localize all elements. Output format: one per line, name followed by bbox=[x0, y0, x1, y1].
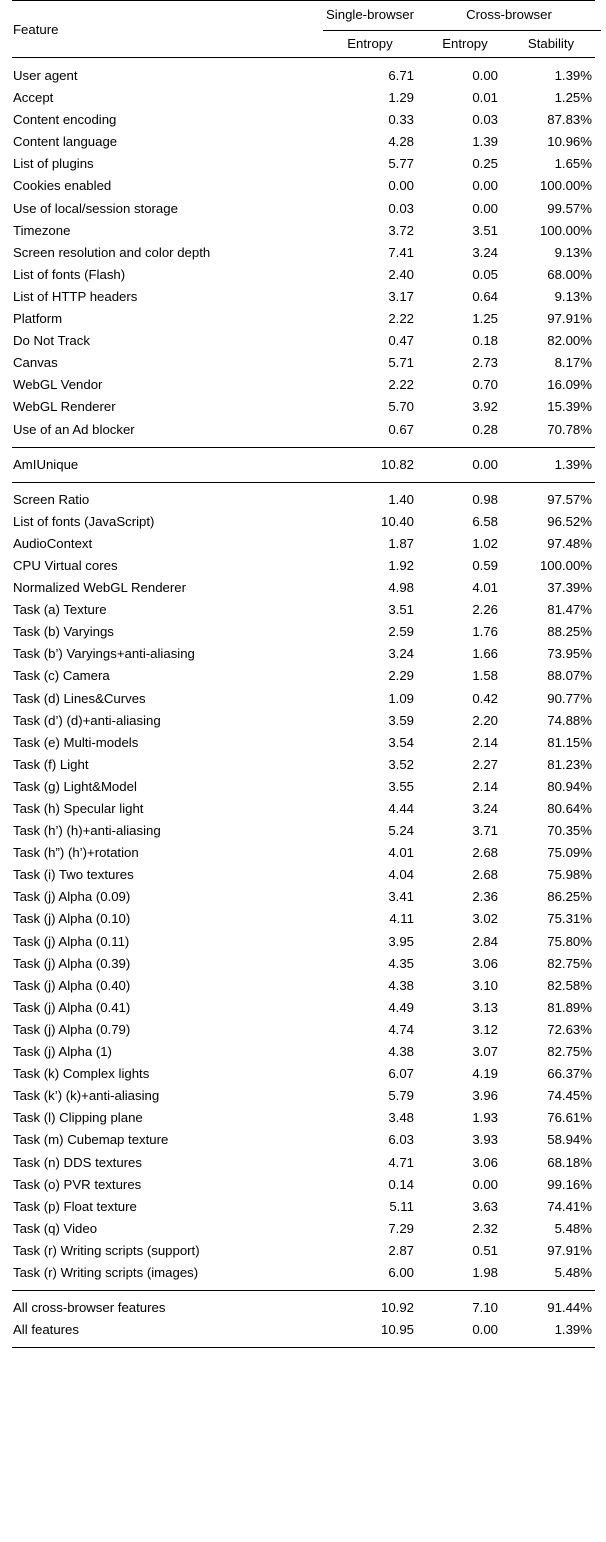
row-cross-browser-entropy: 6.58 bbox=[472, 513, 498, 529]
row-cross-browser-entropy: 3.12 bbox=[472, 1021, 498, 1037]
row-single-browser-entropy: 10.95 bbox=[380, 1322, 414, 1338]
table-row bbox=[12, 1196, 595, 1218]
table-row bbox=[12, 308, 595, 330]
row-cross-browser-stability: 1.39% bbox=[554, 456, 592, 472]
row-single-browser-entropy: 4.98 bbox=[388, 580, 414, 596]
row-feature-label: Screen Ratio bbox=[13, 491, 90, 507]
table-row bbox=[12, 131, 595, 153]
row-cross-browser-entropy: 3.24 bbox=[472, 244, 498, 260]
table-row bbox=[12, 798, 595, 820]
row-feature-label: Use of local/session storage bbox=[13, 200, 178, 216]
row-cross-browser-stability: 70.78% bbox=[547, 421, 592, 437]
row-feature-label: Canvas bbox=[13, 355, 58, 371]
row-cross-browser-stability: 100.00% bbox=[539, 557, 592, 573]
row-feature-label: Task (g) Light&Model bbox=[13, 778, 137, 794]
table-row bbox=[12, 1063, 595, 1085]
row-single-browser-entropy: 2.22 bbox=[388, 311, 414, 327]
row-cross-browser-entropy: 2.14 bbox=[472, 778, 498, 794]
table-row bbox=[12, 1218, 595, 1240]
row-single-browser-entropy: 4.49 bbox=[388, 999, 414, 1015]
row-single-browser-entropy: 0.47 bbox=[388, 333, 414, 349]
row-cross-browser-entropy: 0.42 bbox=[472, 690, 498, 706]
row-cross-browser-entropy: 0.28 bbox=[472, 421, 498, 437]
table-row bbox=[12, 1262, 595, 1284]
row-cross-browser-entropy: 0.18 bbox=[472, 333, 498, 349]
row-feature-label: Task (r) Writing scripts (support) bbox=[13, 1242, 200, 1258]
row-feature-label: Task (h) Specular light bbox=[13, 801, 144, 816]
row-feature-label: Task (k’) (k)+anti-aliasing bbox=[13, 1088, 160, 1104]
row-feature-label: CPU Virtual cores bbox=[13, 557, 118, 573]
row-feature-label: Task (e) Multi-models bbox=[13, 734, 139, 750]
row-cross-browser-stability: 58.94% bbox=[547, 1132, 592, 1148]
row-feature-label: AmIUnique bbox=[13, 456, 79, 472]
table-row bbox=[12, 732, 595, 754]
row-cross-browser-entropy: 0.03 bbox=[472, 112, 498, 128]
row-cross-browser-stability: 82.58% bbox=[547, 977, 592, 993]
row-single-browser-entropy: 0.03 bbox=[388, 200, 414, 216]
row-cross-browser-stability: 74.41% bbox=[547, 1198, 592, 1214]
row-cross-browser-entropy: 2.14 bbox=[472, 734, 498, 750]
row-cross-browser-stability: 81.47% bbox=[547, 602, 592, 618]
row-cross-browser-stability: 99.57% bbox=[547, 200, 592, 216]
table-row bbox=[12, 776, 595, 798]
row-cross-browser-stability: 97.48% bbox=[547, 535, 592, 551]
row-feature-label: Task (l) Clipping plane bbox=[13, 1110, 143, 1126]
row-single-browser-entropy: 6.00 bbox=[388, 1264, 414, 1280]
table-row bbox=[12, 374, 595, 396]
row-feature-label: Task (o) PVR textures bbox=[13, 1176, 142, 1192]
row-feature-label: Task (b’) Varyings+anti-aliasing bbox=[13, 646, 195, 662]
table-row bbox=[12, 908, 595, 930]
row-single-browser-entropy: 5.11 bbox=[389, 1198, 414, 1214]
row-cross-browser-entropy: 2.20 bbox=[472, 712, 498, 728]
row-single-browser-entropy: 2.40 bbox=[388, 266, 414, 282]
row-single-browser-entropy: 0.00 bbox=[388, 178, 414, 194]
row-cross-browser-entropy: 1.76 bbox=[472, 624, 498, 640]
row-single-browser-entropy: 3.54 bbox=[388, 734, 414, 750]
row-cross-browser-stability: 66.37% bbox=[547, 1066, 592, 1082]
row-cross-browser-entropy: 1.39 bbox=[472, 134, 498, 150]
row-single-browser-entropy: 2.59 bbox=[388, 624, 414, 640]
row-feature-label: Task (b) Varyings bbox=[13, 624, 114, 640]
row-feature-label: Task (j) Alpha (0.41) bbox=[13, 999, 131, 1015]
row-cross-browser-stability: 80.64% bbox=[547, 801, 592, 816]
table-bottom-rule bbox=[12, 1348, 595, 1349]
row-cross-browser-stability: 88.25% bbox=[547, 624, 592, 640]
table-row bbox=[12, 1174, 595, 1196]
row-single-browser-entropy: 1.29 bbox=[388, 90, 414, 106]
row-single-browser-entropy: 1.87 bbox=[388, 535, 414, 551]
row-cross-browser-entropy: 0.00 bbox=[472, 456, 498, 472]
row-single-browser-entropy: 10.82 bbox=[380, 456, 414, 472]
row-single-browser-entropy: 1.40 bbox=[388, 491, 414, 507]
row-feature-label: Task (j) Alpha (0.39) bbox=[13, 955, 131, 971]
row-single-browser-entropy: 5.71 bbox=[388, 355, 414, 371]
row-single-browser-entropy: 1.92 bbox=[388, 557, 414, 573]
row-cross-browser-entropy: 4.01 bbox=[472, 580, 498, 596]
row-cross-browser-entropy: 0.25 bbox=[472, 156, 498, 172]
row-cross-browser-stability: 76.61% bbox=[547, 1110, 592, 1126]
row-single-browser-entropy: 3.95 bbox=[388, 933, 414, 949]
column-header-cross-browser-entropy: Entropy bbox=[442, 36, 488, 51]
row-cross-browser-entropy: 3.06 bbox=[472, 1154, 498, 1170]
row-feature-label: Task (f) Light bbox=[13, 756, 89, 772]
row-single-browser-entropy: 3.59 bbox=[388, 712, 414, 728]
row-feature-label: Platform bbox=[13, 311, 63, 327]
row-cross-browser-entropy: 0.01 bbox=[472, 90, 498, 106]
row-cross-browser-entropy: 1.25 bbox=[472, 311, 498, 327]
row-cross-browser-stability: 1.25% bbox=[554, 90, 592, 106]
row-feature-label: Task (p) Float texture bbox=[13, 1198, 137, 1214]
row-cross-browser-entropy: 7.10 bbox=[472, 1300, 498, 1316]
row-cross-browser-entropy: 3.63 bbox=[472, 1198, 498, 1214]
row-cross-browser-entropy: 0.00 bbox=[472, 1176, 498, 1192]
table-row bbox=[12, 511, 595, 533]
row-cross-browser-stability: 97.57% bbox=[547, 491, 592, 507]
row-feature-label: Task (j) Alpha (0.40) bbox=[13, 977, 131, 993]
row-single-browser-entropy: 7.41 bbox=[388, 244, 414, 260]
row-cross-browser-entropy: 0.70 bbox=[472, 377, 498, 393]
row-cross-browser-entropy: 3.07 bbox=[472, 1044, 498, 1060]
row-cross-browser-entropy: 3.93 bbox=[472, 1132, 498, 1148]
row-cross-browser-entropy: 3.24 bbox=[472, 801, 498, 816]
row-feature-label: Task (k) Complex lights bbox=[13, 1066, 150, 1082]
row-single-browser-entropy: 5.24 bbox=[388, 823, 414, 839]
row-cross-browser-stability: 90.77% bbox=[547, 690, 592, 706]
row-cross-browser-stability: 75.31% bbox=[547, 911, 592, 927]
row-single-browser-entropy: 6.03 bbox=[388, 1132, 414, 1148]
row-cross-browser-stability: 16.09% bbox=[547, 377, 592, 393]
row-cross-browser-entropy: 0.98 bbox=[472, 491, 498, 507]
table-row bbox=[12, 264, 595, 286]
row-single-browser-entropy: 0.67 bbox=[388, 421, 414, 437]
row-cross-browser-stability: 82.75% bbox=[547, 955, 592, 971]
row-cross-browser-stability: 81.89% bbox=[547, 999, 592, 1015]
table-row bbox=[12, 997, 595, 1019]
table-row bbox=[12, 975, 595, 997]
row-cross-browser-entropy: 0.00 bbox=[472, 68, 498, 83]
row-feature-label: AudioContext bbox=[13, 535, 93, 551]
row-single-browser-entropy: 4.71 bbox=[388, 1154, 414, 1170]
row-single-browser-entropy: 6.07 bbox=[388, 1066, 414, 1082]
row-feature-label: List of fonts (JavaScript) bbox=[13, 513, 155, 529]
table-row bbox=[12, 153, 595, 175]
row-cross-browser-entropy: 2.68 bbox=[472, 845, 498, 861]
row-feature-label: Accept bbox=[13, 90, 54, 106]
table-row bbox=[12, 688, 595, 710]
table-row bbox=[12, 1240, 595, 1262]
row-cross-browser-entropy: 0.00 bbox=[472, 200, 498, 216]
row-single-browser-entropy: 2.29 bbox=[388, 668, 414, 684]
row-cross-browser-entropy: 2.26 bbox=[472, 602, 498, 618]
row-cross-browser-stability: 74.88% bbox=[547, 712, 592, 728]
table-row bbox=[12, 1129, 595, 1151]
row-feature-label: Task (d) Lines&Curves bbox=[13, 690, 146, 706]
row-feature-label: Timezone bbox=[13, 222, 71, 238]
row-cross-browser-entropy: 0.64 bbox=[472, 288, 498, 304]
table-row bbox=[12, 1041, 595, 1063]
table-row bbox=[12, 1319, 595, 1341]
row-cross-browser-stability: 9.13% bbox=[554, 244, 592, 260]
row-feature-label: Task (r) Writing scripts (images) bbox=[13, 1264, 199, 1280]
row-feature-label: Normalized WebGL Renderer bbox=[13, 580, 186, 596]
row-feature-label: Task (h”) (h’)+rotation bbox=[13, 845, 139, 861]
row-cross-browser-stability: 75.09% bbox=[547, 845, 592, 861]
row-single-browser-entropy: 3.52 bbox=[388, 756, 414, 772]
table-row bbox=[12, 454, 595, 476]
table-row bbox=[12, 710, 595, 732]
row-single-browser-entropy: 5.79 bbox=[388, 1088, 414, 1104]
row-feature-label: WebGL Renderer bbox=[13, 399, 116, 415]
row-cross-browser-stability: 81.15% bbox=[547, 734, 592, 750]
row-cross-browser-stability: 68.00% bbox=[547, 266, 592, 282]
row-single-browser-entropy: 4.38 bbox=[388, 977, 414, 993]
row-single-browser-entropy: 3.55 bbox=[388, 778, 414, 794]
row-cross-browser-stability: 81.23% bbox=[547, 756, 592, 772]
row-single-browser-entropy: 6.71 bbox=[388, 68, 414, 83]
row-feature-label: List of plugins bbox=[13, 156, 94, 172]
row-cross-browser-stability: 99.16% bbox=[547, 1176, 592, 1192]
row-cross-browser-entropy: 4.19 bbox=[472, 1066, 498, 1082]
table-row bbox=[12, 820, 595, 842]
row-feature-label: Task (j) Alpha (0.11) bbox=[13, 933, 130, 949]
row-feature-label: All cross-browser features bbox=[13, 1300, 166, 1316]
row-single-browser-entropy: 4.04 bbox=[388, 867, 414, 883]
row-cross-browser-entropy: 0.00 bbox=[472, 1322, 498, 1338]
row-cross-browser-stability: 74.45% bbox=[547, 1088, 592, 1104]
row-cross-browser-entropy: 0.00 bbox=[472, 178, 498, 194]
row-feature-label: Task (j) Alpha (0.10) bbox=[13, 911, 131, 927]
table-row bbox=[12, 330, 595, 352]
row-feature-label: WebGL Vendor bbox=[13, 377, 103, 393]
row-cross-browser-stability: 82.75% bbox=[547, 1044, 592, 1060]
row-single-browser-entropy: 3.72 bbox=[388, 222, 414, 238]
row-cross-browser-stability: 15.39% bbox=[547, 399, 592, 415]
row-feature-label: List of fonts (Flash) bbox=[13, 266, 126, 282]
row-cross-browser-stability: 73.95% bbox=[547, 646, 592, 662]
row-single-browser-entropy: 4.38 bbox=[388, 1044, 414, 1060]
row-cross-browser-stability: 75.80% bbox=[547, 933, 592, 949]
table-row bbox=[12, 533, 595, 555]
table-row bbox=[12, 175, 595, 197]
column-group-header-cross-browser: Cross-browser bbox=[466, 7, 552, 22]
row-cross-browser-entropy: 1.98 bbox=[472, 1264, 498, 1280]
row-feature-label: User agent bbox=[13, 68, 78, 83]
row-single-browser-entropy: 4.74 bbox=[388, 1021, 414, 1037]
row-cross-browser-entropy: 1.58 bbox=[472, 668, 498, 684]
row-feature-label: List of HTTP headers bbox=[13, 288, 138, 304]
table-row bbox=[12, 577, 595, 599]
table-row bbox=[12, 65, 595, 87]
row-cross-browser-stability: 86.25% bbox=[547, 889, 592, 905]
row-cross-browser-entropy: 3.02 bbox=[472, 911, 498, 927]
row-cross-browser-stability: 97.91% bbox=[547, 311, 592, 327]
row-feature-label: Task (j) Alpha (1) bbox=[13, 1044, 112, 1060]
row-cross-browser-stability: 75.98% bbox=[547, 867, 592, 883]
row-cross-browser-entropy: 3.13 bbox=[472, 999, 498, 1015]
rule-line bbox=[12, 1348, 595, 1349]
table-row bbox=[12, 242, 595, 264]
row-cross-browser-stability: 87.83% bbox=[547, 112, 592, 128]
row-cross-browser-entropy: 1.66 bbox=[472, 646, 498, 662]
table-row bbox=[12, 419, 595, 441]
column-header-single-browser-entropy: Entropy bbox=[347, 36, 393, 51]
table-row bbox=[12, 87, 595, 109]
row-single-browser-entropy: 3.24 bbox=[388, 646, 414, 662]
table-row bbox=[12, 489, 595, 511]
column-header-cross-browser-stability: Stability bbox=[527, 36, 575, 51]
block-spacer-single-browser-features bbox=[12, 58, 595, 65]
row-cross-browser-entropy: 1.02 bbox=[472, 535, 498, 551]
table-row bbox=[12, 953, 595, 975]
row-feature-label: Task (c) Camera bbox=[13, 668, 110, 684]
row-cross-browser-stability: 100.00% bbox=[539, 222, 592, 238]
table-row bbox=[12, 198, 595, 220]
row-cross-browser-entropy: 0.51 bbox=[472, 1242, 498, 1258]
row-single-browser-entropy: 7.29 bbox=[388, 1220, 414, 1236]
row-cross-browser-stability: 9.13% bbox=[554, 288, 592, 304]
row-feature-label: Do Not Track bbox=[13, 333, 90, 349]
table-row bbox=[12, 1019, 595, 1041]
row-single-browser-entropy: 0.33 bbox=[388, 112, 414, 128]
row-single-browser-entropy: 4.28 bbox=[388, 134, 414, 150]
table-row bbox=[12, 599, 595, 621]
row-cross-browser-stability: 70.35% bbox=[547, 823, 592, 839]
row-cross-browser-stability: 100.00% bbox=[539, 178, 592, 194]
row-single-browser-entropy: 5.77 bbox=[388, 156, 414, 172]
row-single-browser-entropy: 4.44 bbox=[388, 801, 414, 816]
row-cross-browser-stability: 5.48% bbox=[554, 1220, 592, 1236]
row-cross-browser-stability: 1.65% bbox=[554, 156, 592, 172]
table-row bbox=[12, 396, 595, 418]
row-cross-browser-entropy: 3.96 bbox=[472, 1088, 498, 1104]
row-feature-label: Content encoding bbox=[13, 112, 117, 128]
row-feature-label: Content language bbox=[13, 134, 118, 150]
table-row bbox=[12, 286, 595, 308]
column-header-feature: Feature bbox=[13, 21, 59, 37]
row-cross-browser-entropy: 2.36 bbox=[472, 889, 498, 905]
row-feature-label: Task (j) Alpha (0.79) bbox=[13, 1021, 131, 1037]
row-cross-browser-stability: 72.63% bbox=[547, 1021, 592, 1037]
table-row bbox=[12, 621, 595, 643]
row-cross-browser-stability: 37.39% bbox=[547, 580, 592, 596]
row-feature-label: Task (h’) (h)+anti-aliasing bbox=[13, 823, 161, 839]
row-feature-label: Screen resolution and color depth bbox=[13, 244, 211, 260]
row-feature-label: Task (q) Video bbox=[13, 1220, 98, 1236]
column-group-header-single-browser: Single-browser bbox=[326, 7, 414, 22]
row-cross-browser-entropy: 2.68 bbox=[472, 867, 498, 883]
table-row bbox=[12, 665, 595, 687]
table-row bbox=[12, 1085, 595, 1107]
row-cross-browser-entropy: 3.06 bbox=[472, 955, 498, 971]
row-feature-label: All features bbox=[13, 1322, 79, 1338]
row-feature-label: Task (i) Two textures bbox=[13, 867, 134, 883]
row-cross-browser-entropy: 2.73 bbox=[472, 355, 498, 371]
row-single-browser-entropy: 5.70 bbox=[388, 399, 414, 415]
row-single-browser-entropy: 3.48 bbox=[388, 1110, 414, 1126]
row-single-browser-entropy: 0.14 bbox=[388, 1176, 414, 1192]
table-row bbox=[12, 109, 595, 131]
table-row bbox=[12, 1297, 595, 1319]
row-feature-label: Task (n) DDS textures bbox=[13, 1154, 142, 1170]
row-cross-browser-stability: 68.18% bbox=[547, 1154, 592, 1170]
row-cross-browser-entropy: 3.92 bbox=[472, 399, 498, 415]
table-row bbox=[12, 1107, 595, 1129]
row-feature-label: Task (m) Cubemap texture bbox=[13, 1132, 169, 1148]
row-cross-browser-stability: 80.94% bbox=[547, 778, 592, 794]
row-cross-browser-entropy: 1.93 bbox=[472, 1110, 498, 1126]
table-row bbox=[12, 220, 595, 242]
row-single-browser-entropy: 4.11 bbox=[389, 911, 414, 927]
row-cross-browser-stability: 88.07% bbox=[547, 668, 592, 684]
row-cross-browser-stability: 5.48% bbox=[554, 1264, 592, 1280]
row-feature-label: Task (a) Texture bbox=[13, 602, 107, 618]
table-row bbox=[12, 643, 595, 665]
row-cross-browser-entropy: 0.59 bbox=[472, 557, 498, 573]
row-cross-browser-entropy: 2.84 bbox=[472, 933, 498, 949]
row-cross-browser-stability: 1.39% bbox=[554, 1322, 592, 1338]
row-cross-browser-entropy: 2.27 bbox=[472, 756, 498, 772]
row-single-browser-entropy: 2.22 bbox=[388, 377, 414, 393]
row-single-browser-entropy: 1.09 bbox=[388, 690, 414, 706]
row-single-browser-entropy: 3.41 bbox=[388, 889, 414, 905]
row-single-browser-entropy: 3.51 bbox=[388, 602, 414, 618]
table-row bbox=[12, 555, 595, 577]
row-cross-browser-stability: 1.39% bbox=[554, 68, 592, 83]
row-cross-browser-stability: 96.52% bbox=[547, 513, 592, 529]
row-single-browser-entropy: 2.87 bbox=[388, 1242, 414, 1258]
table-row bbox=[12, 931, 595, 953]
row-single-browser-entropy: 3.17 bbox=[388, 288, 414, 304]
fingerprinting-features-table bbox=[12, 0, 595, 1348]
row-cross-browser-stability: 8.17% bbox=[554, 355, 592, 371]
row-cross-browser-stability: 91.44% bbox=[547, 1300, 592, 1316]
row-cross-browser-stability: 97.91% bbox=[547, 1242, 592, 1258]
row-cross-browser-entropy: 0.05 bbox=[472, 266, 498, 282]
row-cross-browser-entropy: 3.51 bbox=[472, 222, 498, 238]
header-group-row bbox=[12, 1, 595, 29]
row-feature-label: Task (j) Alpha (0.09) bbox=[13, 889, 131, 905]
row-single-browser-entropy: 4.01 bbox=[388, 845, 414, 861]
table-row bbox=[12, 864, 595, 886]
row-feature-label: Cookies enabled bbox=[13, 178, 112, 194]
row-feature-label: Use of an Ad blocker bbox=[13, 421, 135, 437]
row-cross-browser-entropy: 2.32 bbox=[472, 1220, 498, 1236]
table-row bbox=[12, 754, 595, 776]
table-row bbox=[12, 1152, 595, 1174]
table-row bbox=[12, 842, 595, 864]
row-feature-label: Task (d’) (d)+anti-aliasing bbox=[13, 712, 161, 728]
row-single-browser-entropy: 10.92 bbox=[380, 1300, 414, 1316]
table-row bbox=[12, 352, 595, 374]
row-cross-browser-stability: 10.96% bbox=[547, 134, 592, 150]
row-cross-browser-stability: 82.00% bbox=[547, 333, 592, 349]
row-cross-browser-entropy: 3.10 bbox=[472, 977, 498, 993]
row-single-browser-entropy: 10.40 bbox=[380, 513, 414, 529]
row-cross-browser-entropy: 3.71 bbox=[472, 823, 498, 839]
row-single-browser-entropy: 4.35 bbox=[388, 955, 414, 971]
table-row bbox=[12, 886, 595, 908]
